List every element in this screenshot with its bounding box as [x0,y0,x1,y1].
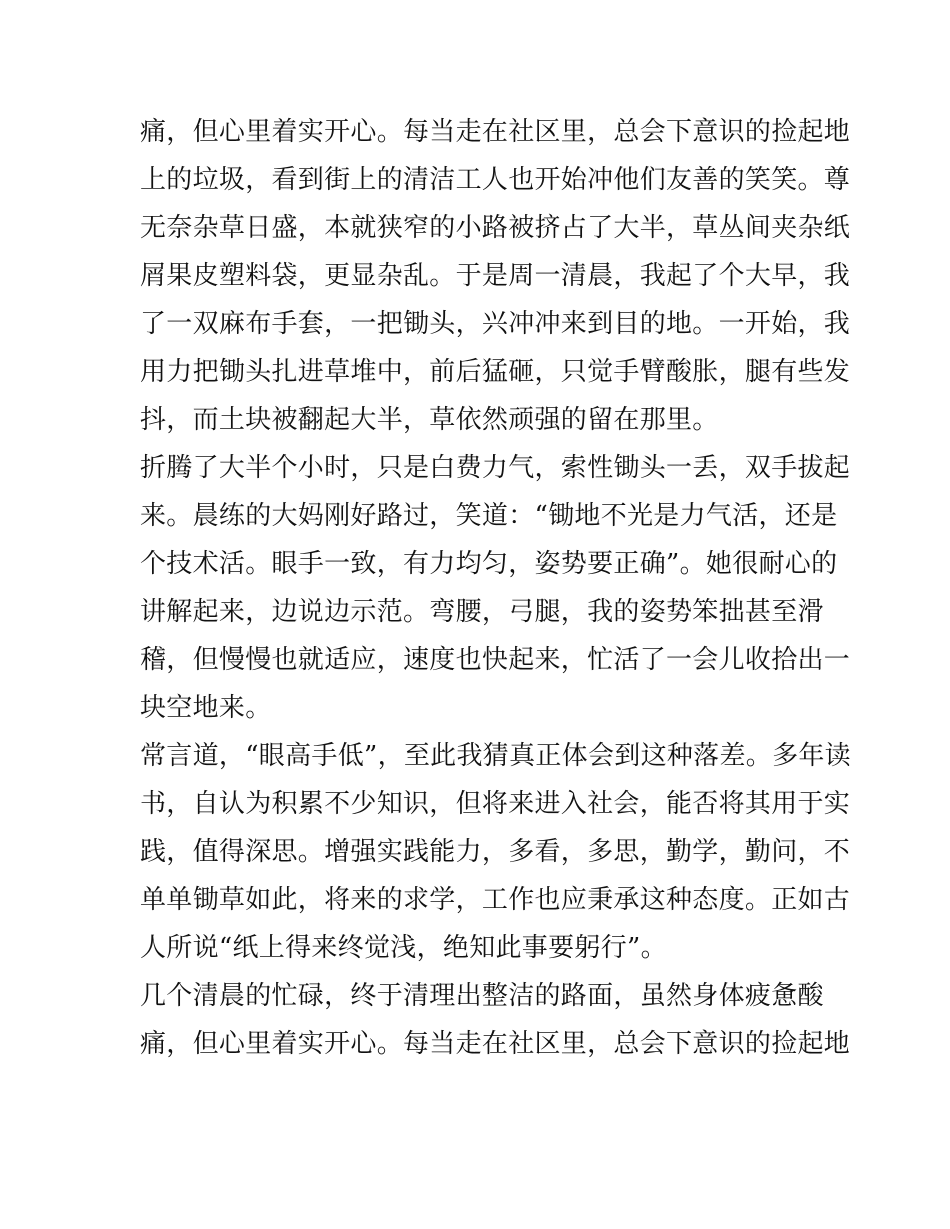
text-line: 几个清晨的忙碌，终于清理出整洁的路面，虽然身体疲惫酸 [140,981,824,1011]
text-line: 单单锄草如此，将来的求学，工作也应秉承这种态度。正如古 [140,885,851,915]
body-text [140,108,851,1068]
text-line: 折腾了大半个小时，只是白费力气，索性锄头一丢，双手拔起 [140,453,851,483]
text-line: 人所说“纸上得来终觉浅，绝知此事要躬行”。 [140,933,667,963]
text-line: 块空地来。 [140,693,272,723]
text-line: 讲解起来，边说边示范。弯腰，弓腿，我的姿势笨拙甚至滑 [140,597,824,627]
text-line: 稽，但慢慢也就适应，速度也快起来，忙活了一会儿收拾出一 [140,645,851,675]
text-line: 抖，而土块被翻起大半，草依然顽强的留在那里。 [140,405,719,435]
text-line: 个技术活。眼手一致，有力均匀，姿势要正确”。她很耐心的 [140,549,838,579]
text-line: 痛，但心里着实开心。每当走在社区里，总会下意识的捡起地 [140,1029,851,1059]
text-line: 用力把锄头扎进草堆中，前后猛砸，只觉手臂酸胀，腿有些发 [140,357,851,387]
text-line: 上的垃圾，看到街上的清洁工人也开始冲他们友善的笑笑。尊 [140,165,851,195]
text-line: 无奈杂草日盛，本就狭窄的小路被挤占了大半，草丛间夹杂纸 [140,213,851,243]
text-line: 了一双麻布手套，一把锄头，兴冲冲来到目的地。一开始，我 [140,309,851,339]
text-line: 来。晨练的大妈刚好路过，笑道：“锄地不光是力气活，还是 [140,501,838,531]
text-line: 践，值得深思。增强实践能力，多看，多思，勤学，勤问，不 [140,837,851,867]
text-line: 痛，但心里着实开心。每当走在社区里，总会下意识的捡起地 [140,117,851,147]
text-line: 常言道，“眼高手低”，至此我猜真正体会到这种落差。多年读 [140,741,851,771]
text-line: 书，自认为积累不少知识，但将来进入社会，能否将其用于实 [140,789,851,819]
text-line: 屑果皮塑料袋，更显杂乱。于是周一清晨，我起了个大早，我 [140,261,851,291]
